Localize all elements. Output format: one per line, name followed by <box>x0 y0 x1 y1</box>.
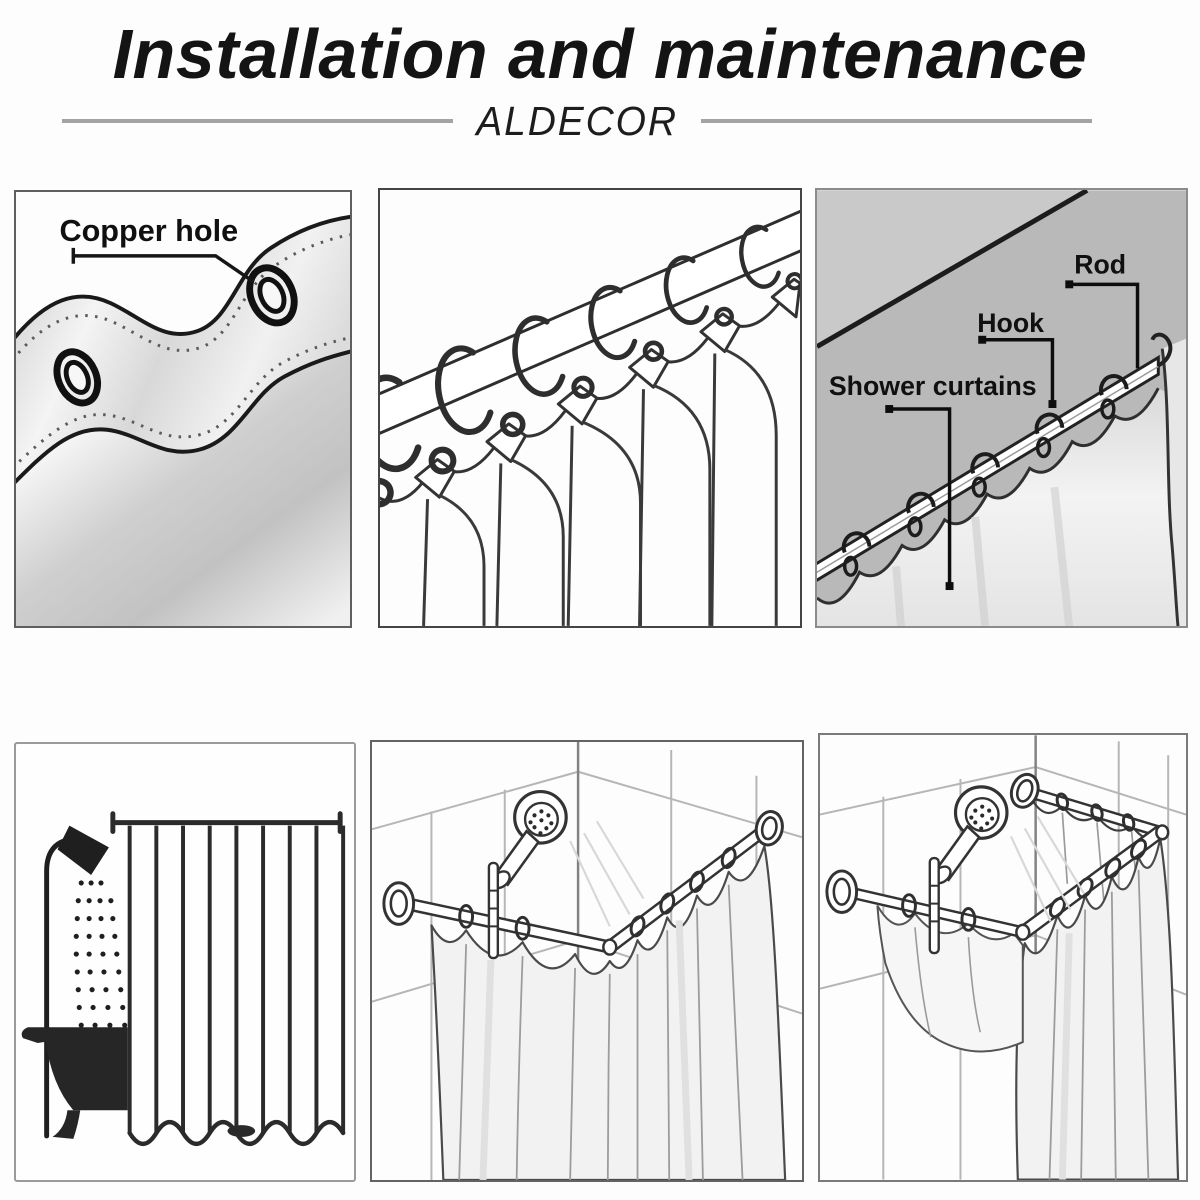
panel-hooks-on-rod <box>378 188 802 628</box>
panel-shower-tub <box>14 742 356 1182</box>
corner-rod-l-shape-illustration <box>372 742 802 1180</box>
rod-elbow <box>603 940 616 955</box>
wall-flange-icon <box>384 883 414 925</box>
rod-elbow <box>1016 925 1029 940</box>
panel-corner-rod-u <box>818 733 1188 1182</box>
panel-labeled-parts <box>815 188 1188 628</box>
wall-flange-icon <box>827 871 857 913</box>
hook-label: Hook <box>977 307 1045 338</box>
hooks-on-rod-illustration <box>380 190 800 626</box>
page-title: Installation and maintenance <box>112 15 1088 93</box>
brand-divider-row <box>62 97 1092 145</box>
shower-curtains-label: Shower curtains <box>828 371 1037 402</box>
panel-grommet-closeup <box>14 190 352 628</box>
curtain-shadow-smudge <box>227 1125 255 1137</box>
divider-line-left <box>62 119 453 123</box>
rod-label: Rod <box>1074 249 1127 280</box>
divider-line-right <box>701 119 1092 123</box>
brand-text: ALDECOR <box>476 97 678 144</box>
corner-rod-u-shape-illustration <box>820 735 1186 1180</box>
copper-hole-label: Copper hole <box>59 214 239 249</box>
grommet-closeup-illustration <box>16 192 350 626</box>
labeled-parts-illustration <box>817 190 1186 626</box>
shower-tub-curtain-illustration <box>16 744 354 1180</box>
panel-corner-rod-l <box>370 740 804 1182</box>
rod-elbow <box>1156 825 1168 839</box>
